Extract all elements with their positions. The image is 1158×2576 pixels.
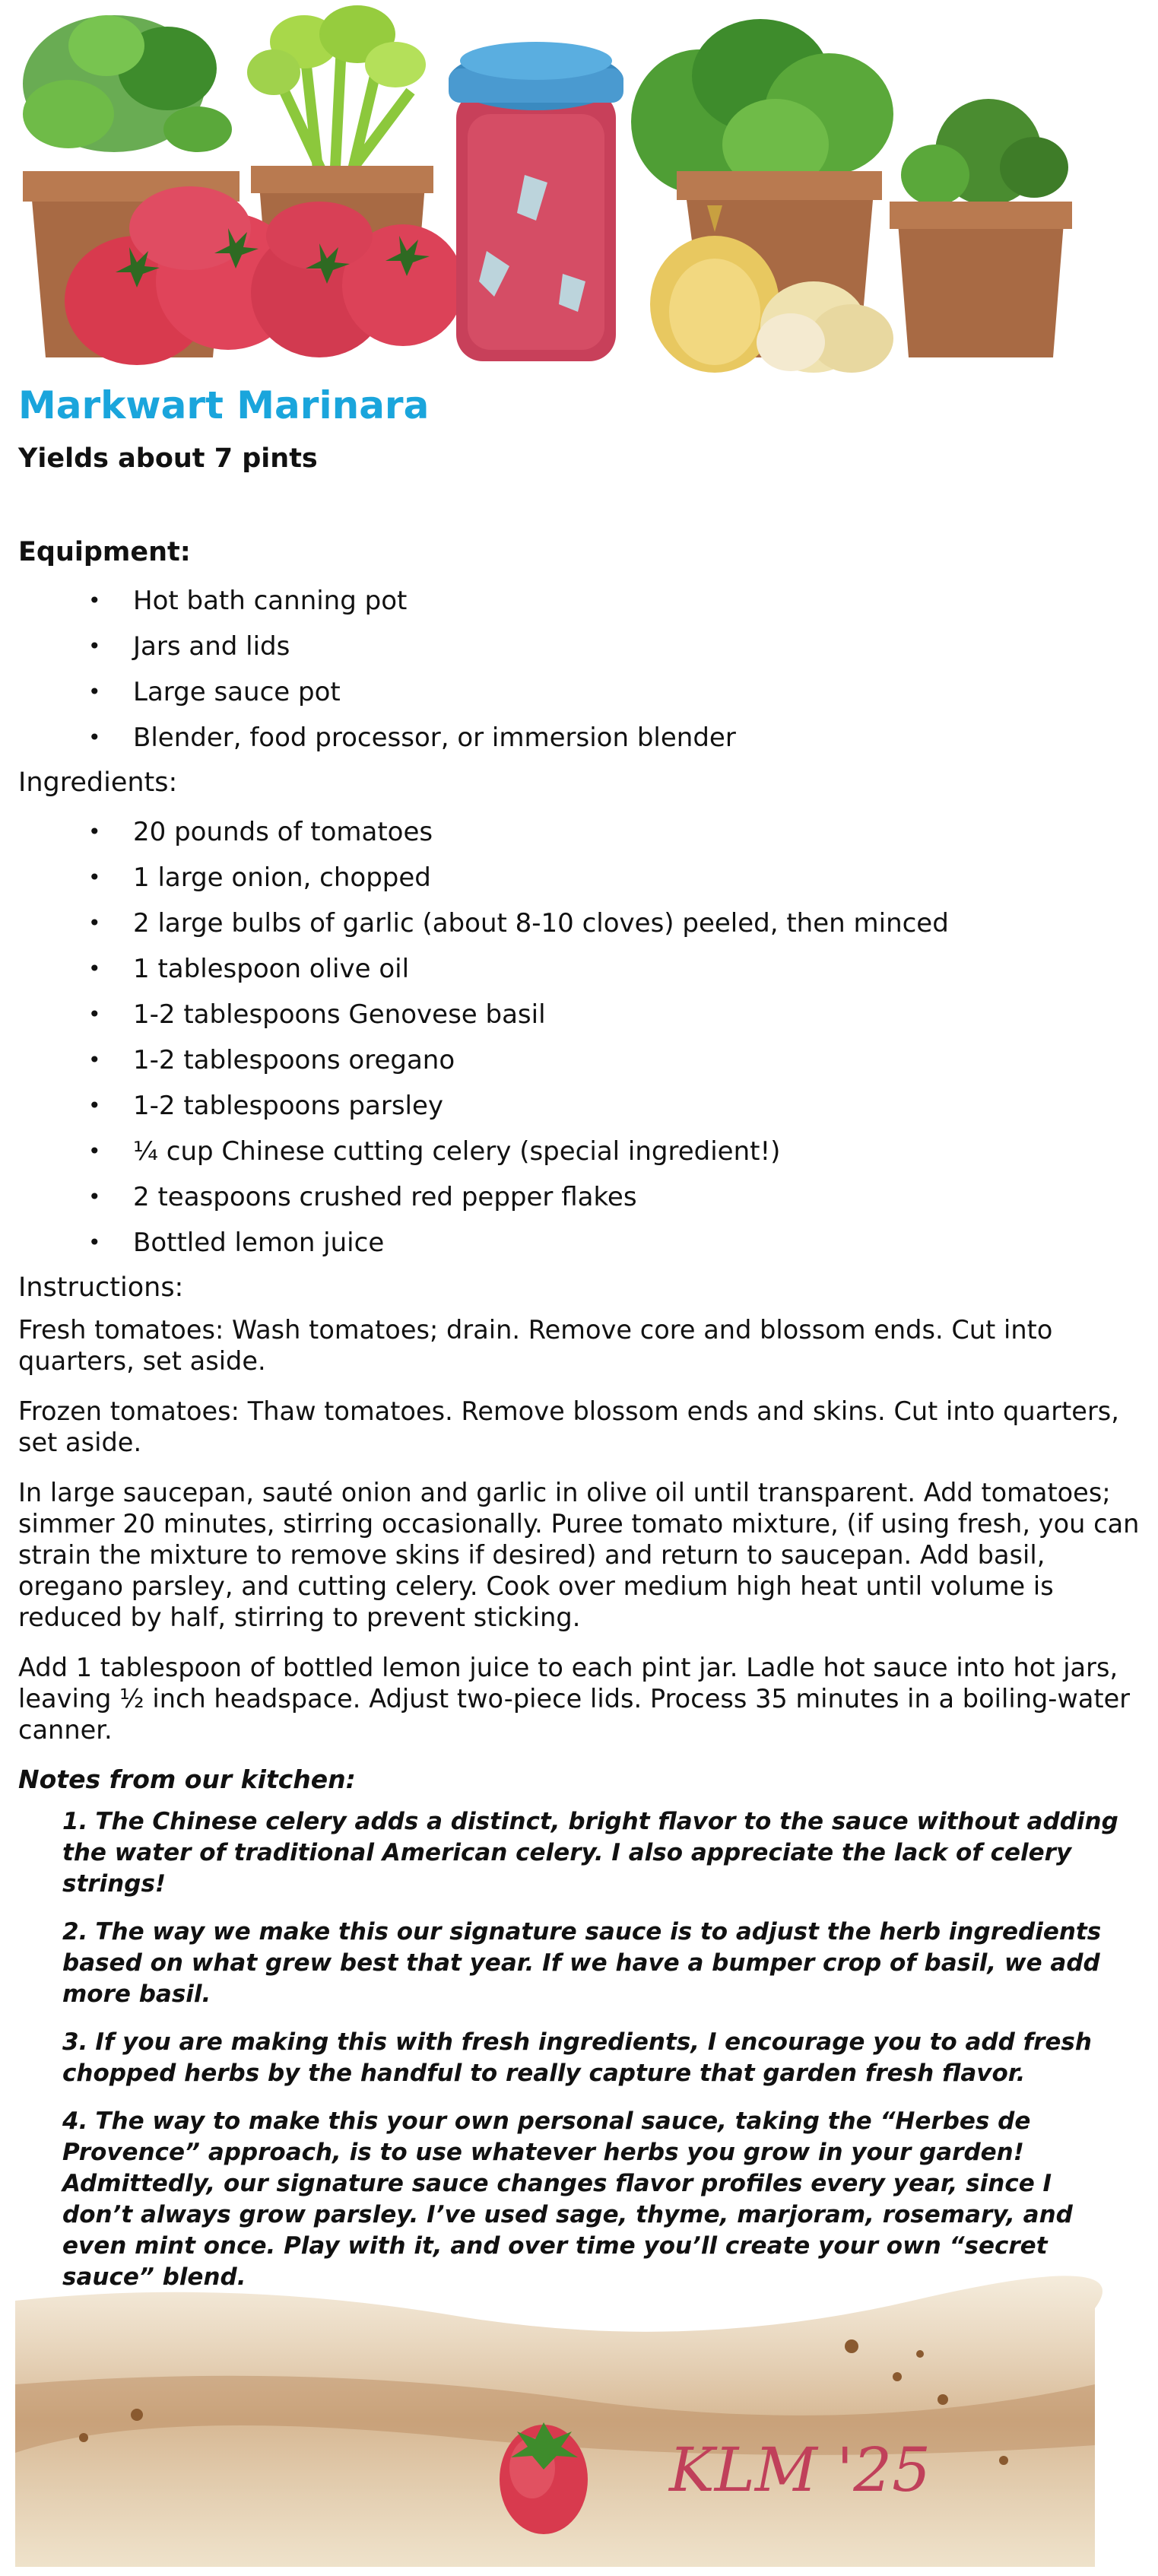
list-item: • 1-2 tablespoons oregano [18, 1037, 1144, 1083]
note-item [62, 1806, 1127, 1900]
instruction-paragraph: Frozen tomatoes: Thaw tomatoes. Remove blossom ends and skins. Cut into quarters, set aside. [18, 1396, 1119, 1457]
artist-signature: KLM '25 [669, 2435, 931, 2505]
note-number: 3. [62, 2028, 88, 2056]
list-item: • 2 teaspoons crushed red pepper flakes [18, 1174, 1144, 1220]
notes-list [18, 1806, 1127, 2293]
list-item: • Jars and lids [18, 624, 1144, 669]
note-text: The way we make this our signature sauce is to adjust the herb ingredients based on what grew best that year. If we have a bumper crop of basil, we add more basil. [62, 1917, 1102, 2008]
instruction-paragraph: Add 1 tablespoon of bottled lemon juice to each pint jar. Ladle hot sauce into hot jars, leaving ½ inch headspace. Adjust two-piece lids. Process 35 minutes in a boiling-water canner. [18, 1652, 1131, 1745]
note-item [62, 1917, 1127, 2010]
recipe-title: Markwart Marinara [18, 383, 430, 427]
list-item: • 20 pounds of tomatoes [18, 809, 1144, 855]
equipment-list [18, 578, 1144, 761]
instructions-heading: Instructions: [18, 1272, 184, 1303]
sauce-jar-icon [449, 42, 623, 361]
list-item: • Large sauce pot [18, 669, 1144, 715]
list-item: • 2 large bulbs of garlic (about 8-10 cloves) peeled, then minced [18, 900, 1144, 946]
note-number: 4. [62, 2107, 88, 2135]
recipe-yield: Yields about 7 pints [18, 443, 318, 474]
list-item: • Blender, food processor, or immersion blender [18, 715, 1144, 761]
note-number: 1. [62, 1807, 88, 1835]
instruction-paragraph: In large saucepan, sauté onion and garlic in olive oil until transparent. Add tomatoes; simmer 20 minutes, stirring occasionally. Puree tomato mixture, (if using fresh, you can strain the mixture to remove skins if desired) and return to saucepan. Add basil, oregano parsley, and cutting celery. Cook over medium high heat until volume is reduced by half, stirring to prevent sticking. [18, 1477, 1140, 1632]
list-item: • 1-2 tablespoons parsley [18, 1083, 1144, 1129]
ingredients-list [18, 809, 1144, 1266]
list-item: • 1 large onion, chopped [18, 855, 1144, 900]
list-item: • Bottled lemon juice [18, 1220, 1144, 1266]
equipment-heading: Equipment: [18, 536, 191, 567]
note-number: 2. [62, 1917, 88, 1945]
instruction-paragraph: Fresh tomatoes: Wash tomatoes; drain. Remove core and blossom ends. Cut into quarters, set aside. [18, 1314, 1053, 1376]
note-text: If you are making this with fresh ingredients, I encourage you to add fresh chopped herbs by the handful to really capture that garden fresh flavor. [62, 2028, 1092, 2087]
header-illustration [0, 0, 1158, 388]
note-text: The way to make this your own personal sauce, taking the “Herbes de Provence” approach, is to use whatever herbs you grow in your garden! Admittedly, our signature sauce changes flavor profiles every year, since I don’t always grow parsley. I’ve used sage, thyme, marjoram, rosemary, and even mint once. Play with it, and over time you’ll create your own “secret sauce” blend. [62, 2107, 1073, 2291]
thyme-plant-icon [890, 99, 1072, 357]
note-text: The Chinese celery adds a distinct, bright flavor to the sauce without adding the water of traditional American celery. I also appreciate the lack of celery strings! [62, 1807, 1118, 1898]
list-item: • 1-2 tablespoons Genovese basil [18, 992, 1144, 1037]
note-item [62, 2027, 1127, 2089]
ingredients-heading: Ingredients: [18, 767, 178, 799]
recipe-content [18, 384, 1144, 2310]
list-item: • ¼ cup Chinese cutting celery (special ingredient!) [18, 1129, 1144, 1174]
list-item: • 1 tablespoon olive oil [18, 946, 1144, 992]
notes-heading: Notes from our kitchen: [18, 1764, 356, 1794]
list-item: • Hot bath canning pot [18, 578, 1144, 624]
note-item [62, 2106, 1127, 2293]
footer-illustration [0, 2270, 1158, 2576]
